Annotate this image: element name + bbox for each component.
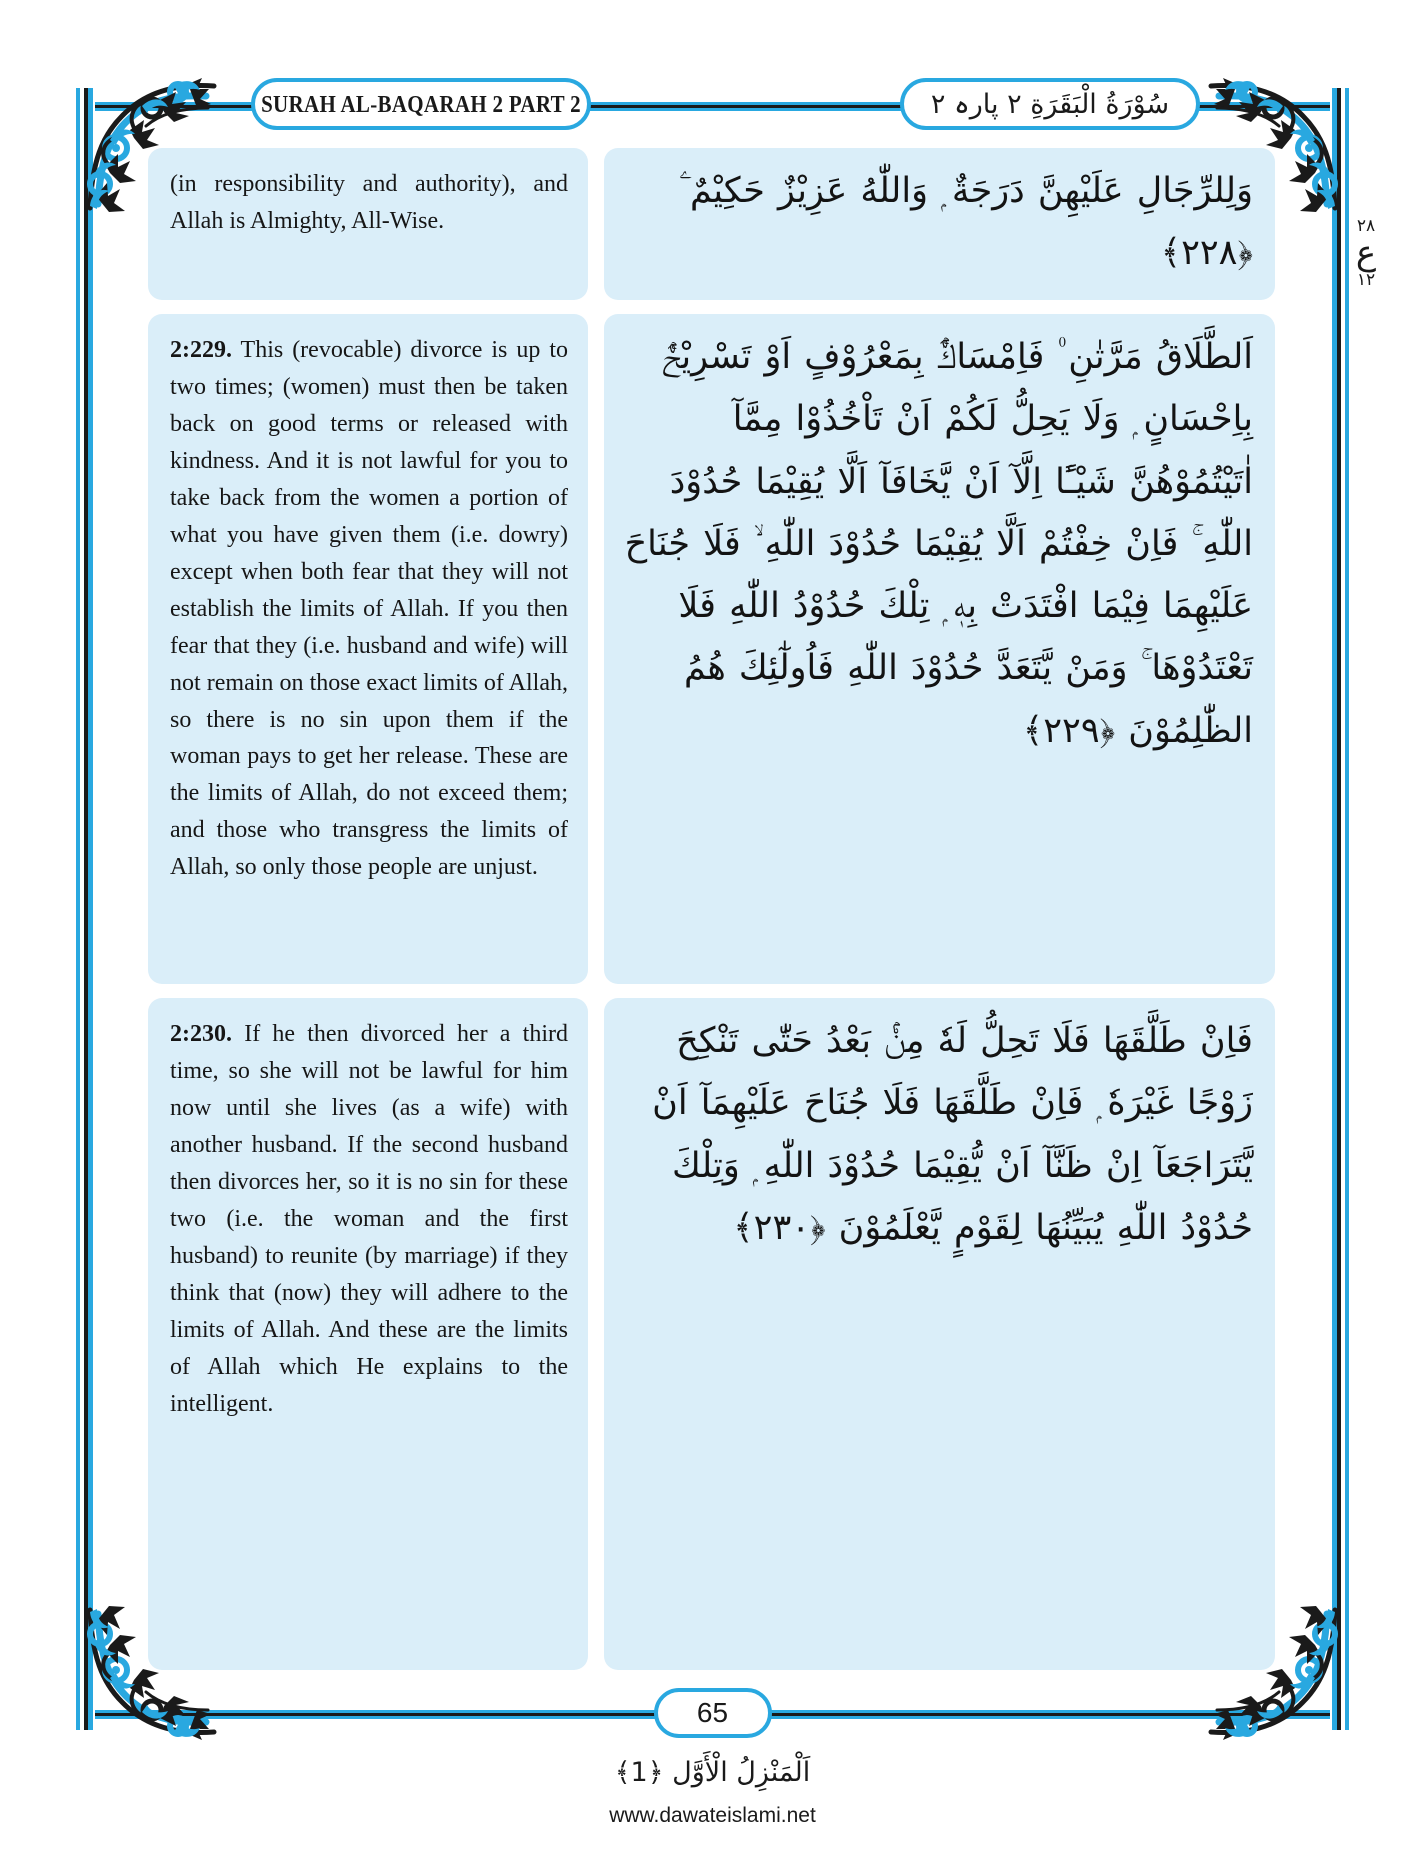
ruku-ain-symbol: ع: [1355, 232, 1377, 273]
verse-row: [148, 148, 1275, 300]
arabic-text: وَلِلرِّجَالِ عَلَيْهِنَّ دَرَجَةٌ ۭ وَاللّٰهُ عَزِيْزٌ حَكِيْمٌ ۧ ﴿٢٢٨﴾: [679, 171, 1253, 274]
translation-text: [170, 332, 568, 886]
translation-text: [170, 166, 568, 240]
surah-title-arabic: سُوْرَةُ الْبَقَرَةِ ٢ پارہ ٢: [930, 88, 1170, 120]
arabic-cell: [604, 148, 1275, 300]
header-pill-arabic: [900, 78, 1200, 130]
surah-title-english: SURAH AL-BAQARAH 2 PART 2: [261, 89, 581, 118]
page-number: 65: [696, 1697, 729, 1728]
page-header: [95, 78, 1330, 134]
verse-row: [148, 998, 1275, 1670]
translation-cell: [148, 998, 588, 1670]
verse-content-area: [148, 148, 1275, 1670]
verse-row: [148, 314, 1275, 984]
ruku-margin-marker: [1345, 218, 1387, 289]
translation-text: [170, 1016, 568, 1422]
verse-number: 2:229.: [170, 337, 232, 363]
translation-body: (in responsibility and authority), and Allah is Almighty, All-Wise.: [170, 171, 568, 234]
ruku-bottom-number: ١٢: [1356, 269, 1376, 290]
page-footer: [95, 1688, 1330, 1742]
website-url: www.dawateislami.net: [609, 1804, 816, 1827]
verse-number: 2:230.: [170, 1021, 232, 1047]
translation-cell: [148, 148, 588, 300]
arabic-text: فَاِنْ طَلَّقَهَا فَلَا تَحِلُّ لَهٗ مِنْۢ بَعْدُ حَتّٰى تَنْكِحَ زَوْجًا غَيْرَهٗ ۭ فَاِنْ طَلَّقَهَا فَلَا جُنَاحَ عَلَيْهِمَآ اَنْ يَّتَرَاجَعَآ اِنْ ظَنَّآ اَنْ يُّقِيْمَا حُدُوْدَ اللّٰهِ ۭ وَتِلْكَ حُدُوْدُ اللّٰهِ يُبَيِّنُهَا لِقَوْمٍ يَّعْلَمُوْنَ ﴿٢٣٠﴾: [652, 1021, 1253, 1248]
manzil-label: اَلْمَنْزِلُ الْأَوَّل ﴿1﴾: [614, 1757, 811, 1789]
page-number-pill: [654, 1688, 772, 1738]
arabic-cell: [604, 998, 1275, 1670]
arabic-cell: [604, 314, 1275, 984]
arabic-text: اَلطَّلَاقُ مَرَّتٰنِ ۠ فَاِمْسَاكٌۢ بِمَعْرُوْفٍ اَوْ تَسْرِيْحٌۢ بِاِحْسَانٍ ۭ وَلَا يَحِلُّ لَكُمْ اَنْ تَاْخُذُوْا مِمَّآ اٰتَيْتُمُوْهُنَّ شَيْـًٔا اِلَّآ اَنْ يَّخَافَآ اَلَّا يُقِيْمَا حُدُوْدَ اللّٰهِ ۚ فَاِنْ خِفْتُمْ اَلَّا يُقِيْمَا حُدُوْدَ اللّٰهِ ۙ فَلَا جُنَاحَ عَلَيْهِمَا فِيْمَا افْتَدَتْ بِهٖ ۭ تِلْكَ حُدُوْدُ اللّٰهِ فَلَا تَعْتَدُوْهَا ۚ وَمَنْ يَّتَعَدَّ حُدُوْدَ اللّٰهِ فَاُولٰٓئِكَ هُمُ الظّٰلِمُوْنَ ﴿٢٢٩﴾: [624, 337, 1253, 751]
ruku-top-number: ٢٨: [1356, 216, 1376, 236]
translation-body: If he then divorced her a third time, so she will not be lawful for him now until she lives (as a wife) with another husband. If the second husband then divorces her, so it is no sin for these two (i.e. the woman and the first husband) to reunite (by marriage) if they think that (now) they will adhere to the limits of Allah. And these are the limits of Allah which He explains to the intelligent.: [170, 1021, 568, 1417]
translation-body: This (revocable) divorce is up to two times; (women) must then be taken back on good terms or released with kindness. And it is not lawful for you to take back from the women a portion of what you have given them (i.e. dowry) except when both fear that they will not establish the limits of Allah. If you then fear that they (i.e. husband and wife) will not remain on those exact limits of Allah, so there is no sin upon them if the woman pays to get her release. These are the limits of Allah, do not exceed them; and those who transgress the limits of Allah, so only those people are unjust.: [170, 337, 568, 881]
header-pill-english: [251, 78, 591, 130]
translation-cell: [148, 314, 588, 984]
